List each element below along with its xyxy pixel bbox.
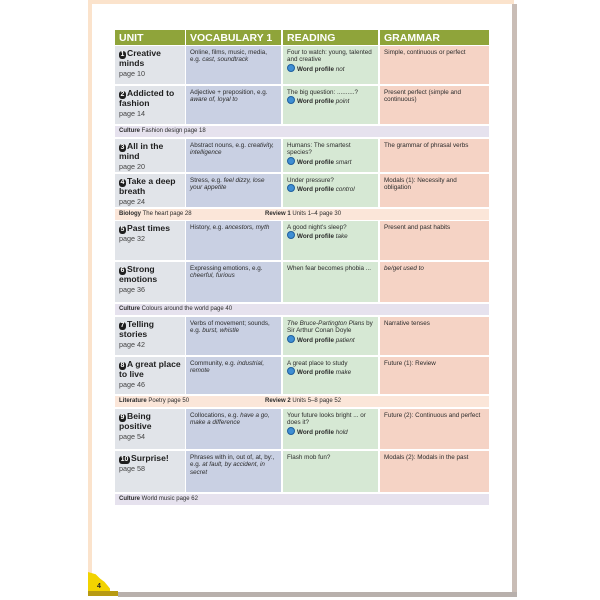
band-text[interactable]: The heart page 28 xyxy=(142,211,192,217)
unit-title-text: Telling stories xyxy=(119,319,155,339)
unit-title-text: A great place to live xyxy=(119,359,181,379)
reading-title-text: A good night's sleep? xyxy=(287,224,347,231)
word-profile-word: hold xyxy=(335,428,348,436)
unit-number-icon: 1 xyxy=(120,51,125,58)
word-profile-label: Word profile xyxy=(297,428,334,436)
word-profile-icon xyxy=(287,427,295,435)
word-profile-label: Word profile xyxy=(297,98,334,106)
corner-bar xyxy=(88,591,118,596)
word-profile-label: Word profile xyxy=(297,233,334,241)
reading-title xyxy=(287,265,374,272)
vocabulary-text: Online, films, music, media, e.g. xyxy=(190,49,267,64)
word-profile-icon xyxy=(287,231,295,239)
unit-number-icon: 9 xyxy=(120,414,125,421)
review-link[interactable] xyxy=(265,396,341,407)
unit-cell xyxy=(115,451,185,492)
unit-number-icon: 4 xyxy=(120,179,125,186)
unit-title-text: Strong emotions xyxy=(119,264,158,284)
unit-page-link[interactable]: page 54 xyxy=(119,431,145,441)
unit-page-link[interactable]: page 46 xyxy=(119,379,145,389)
vocabulary-examples: feel dizzy, lose your appetite xyxy=(190,177,265,192)
vocabulary-cell xyxy=(186,139,281,172)
vocabulary-cell xyxy=(186,317,281,355)
grammar-text: Narrative tenses xyxy=(384,320,430,327)
vocabulary-text: Phrases with in, out of, at, by:, e.g. xyxy=(190,454,275,469)
reading-cell xyxy=(283,221,378,260)
reading-title-text: Under pressure? xyxy=(287,177,334,184)
reading-cell xyxy=(283,262,378,302)
unit-page-link[interactable]: page 10 xyxy=(119,68,145,78)
grammar-cell xyxy=(380,221,489,260)
band-label: Culture xyxy=(119,128,140,134)
reading-title-text: Humans: The smartest species? xyxy=(287,142,351,157)
grammar-text: Present and past habits xyxy=(384,224,451,231)
unit-page-link[interactable]: page 24 xyxy=(119,196,145,206)
vocabulary-cell xyxy=(186,221,281,260)
reading-title xyxy=(287,177,374,184)
word-profile-icon xyxy=(287,96,295,104)
grammar-text: Modals (1): Necessity and obligation xyxy=(384,177,457,192)
band-label: Literature xyxy=(119,398,147,404)
vocabulary-examples: cheerful, furious xyxy=(190,272,235,280)
review-link[interactable] xyxy=(265,209,341,220)
vocabulary-examples: aware of, loyal to xyxy=(190,96,238,104)
word-profile-icon xyxy=(287,184,295,192)
reading-title-italic: The Bruce-Partington Plans xyxy=(287,320,365,327)
unit-title-text: Being positive xyxy=(119,411,152,431)
band-label: Biology xyxy=(119,211,141,217)
unit-page-link[interactable]: page 58 xyxy=(119,464,145,473)
word-profile-icon xyxy=(287,157,295,165)
reading-title-text: A great place to study xyxy=(287,360,348,367)
vocabulary-examples: have a go, make a difference xyxy=(190,412,270,427)
word-profile-label: Word profile xyxy=(297,186,334,194)
unit-cell xyxy=(115,221,185,260)
grammar-text: be/get used to xyxy=(384,265,424,272)
vocabulary-cell xyxy=(186,46,281,84)
word-profile xyxy=(287,96,374,105)
section-band xyxy=(115,396,489,407)
word-profile-label: Word profile xyxy=(297,158,334,166)
reading-title-text: Your future looks bright ... or does it? xyxy=(287,412,366,427)
review-label: Review 1 xyxy=(265,211,291,217)
grammar-cell xyxy=(380,317,489,355)
grammar-text: Simple, continuous or perfect xyxy=(384,49,466,56)
section-band xyxy=(115,304,489,315)
word-profile xyxy=(287,157,374,166)
grammar-cell xyxy=(380,357,489,394)
section-band xyxy=(115,209,489,220)
word-profile-word: patient xyxy=(335,336,355,344)
vocabulary-cell xyxy=(186,174,281,207)
header-reading: READING xyxy=(283,30,378,45)
reading-title-text: The big question: ..........? xyxy=(287,89,359,96)
vocabulary-cell xyxy=(186,86,281,124)
vocabulary-examples: at fault, by accident, in secret xyxy=(190,461,265,476)
section-band xyxy=(115,494,489,505)
word-profile xyxy=(287,184,374,193)
vocabulary-examples: burst, whistle xyxy=(202,327,240,335)
word-profile-word: take xyxy=(335,233,348,241)
unit-number-icon: 10 xyxy=(120,456,129,463)
vocabulary-cell xyxy=(186,451,281,492)
reading-title xyxy=(287,320,374,335)
word-profile-word: make xyxy=(335,369,352,377)
reading-title xyxy=(287,49,374,64)
reading-cell xyxy=(283,86,378,124)
unit-cell xyxy=(115,46,185,84)
page-corner-decoration xyxy=(88,572,118,596)
vocabulary-examples: cast, soundtrack xyxy=(202,56,249,64)
unit-page-link[interactable]: page 36 xyxy=(119,284,145,294)
word-profile-icon xyxy=(287,64,295,72)
word-profile-label: Word profile xyxy=(297,336,334,344)
unit-title xyxy=(119,177,181,197)
header-grammar: GRAMMAR xyxy=(380,30,489,45)
reading-title xyxy=(287,360,374,367)
grammar-text: Present perfect (simple and continuous) xyxy=(384,89,461,104)
band-label: Culture xyxy=(119,306,140,312)
page-number: 4 xyxy=(97,583,101,590)
word-profile xyxy=(287,64,374,73)
unit-title xyxy=(119,49,181,69)
unit-title-text: Surprise! xyxy=(131,453,169,463)
review-text: Units 5–8 page 52 xyxy=(292,398,342,404)
vocabulary-text: Collocations, e.g. xyxy=(190,412,241,419)
unit-number-icon: 3 xyxy=(120,144,125,151)
unit-title xyxy=(119,454,181,464)
vocabulary-examples: ancestors, myth xyxy=(224,224,270,231)
grammar-cell xyxy=(380,451,489,492)
unit-cell xyxy=(115,86,185,124)
reading-title-text: Flash mob fun? xyxy=(287,454,331,461)
word-profile xyxy=(287,335,374,344)
unit-cell xyxy=(115,262,185,302)
band-text[interactable]: Fashion design page 18 xyxy=(141,128,206,134)
vocabulary-cell xyxy=(186,357,281,394)
word-profile-label: Word profile xyxy=(297,65,334,73)
unit-cell xyxy=(115,317,185,355)
unit-title xyxy=(119,89,181,109)
word-profile-word: point xyxy=(335,98,350,106)
unit-page-link[interactable]: page 14 xyxy=(119,108,145,118)
review-label: Review 2 xyxy=(265,398,291,404)
band-text[interactable]: Colours around the world page 40 xyxy=(141,306,233,312)
word-profile-word: control xyxy=(335,186,355,194)
page-edge-right xyxy=(512,4,517,596)
vocabulary-examples: industrial, remote xyxy=(190,360,265,375)
vocabulary-cell xyxy=(186,262,281,302)
vocabulary-text: History, e.g. xyxy=(190,224,225,231)
band-text[interactable]: Poetry page 50 xyxy=(148,398,190,404)
reading-title xyxy=(287,454,374,461)
unit-title xyxy=(119,320,181,340)
unit-number-icon: 8 xyxy=(120,362,125,369)
vocabulary-text: Adjective + preposition, e.g. xyxy=(190,89,268,96)
reading-title-text: by Sir Arthur Conan Doyle xyxy=(287,320,373,335)
unit-number-icon: 2 xyxy=(120,91,125,98)
word-profile-word: smart xyxy=(335,158,352,166)
unit-number-icon: 7 xyxy=(120,322,125,329)
reading-cell xyxy=(283,357,378,394)
vocabulary-examples: creativity, intelligence xyxy=(190,142,274,157)
reading-title xyxy=(287,412,374,427)
reading-cell xyxy=(283,174,378,207)
header-unit: UNIT xyxy=(115,30,185,45)
section-band xyxy=(115,126,489,137)
unit-cell xyxy=(115,139,185,172)
unit-title-text: Creative minds xyxy=(119,48,161,68)
unit-title xyxy=(119,142,181,162)
band-label: Culture xyxy=(119,496,140,502)
grammar-text: The grammar of phrasal verbs xyxy=(384,142,469,149)
unit-title xyxy=(119,224,181,234)
unit-title-text: Past times xyxy=(127,223,170,233)
unit-cell xyxy=(115,174,185,207)
reading-cell xyxy=(283,139,378,172)
page-edge-bottom xyxy=(118,592,517,597)
reading-title-text: When fear becomes phobia ... xyxy=(287,265,372,272)
word-profile xyxy=(287,427,374,436)
grammar-cell xyxy=(380,86,489,124)
vocabulary-text: Verbs of movement; sounds, e.g. xyxy=(190,320,270,335)
unit-number-icon: 5 xyxy=(120,226,125,233)
unit-cell xyxy=(115,409,185,449)
unit-number-icon: 6 xyxy=(120,267,125,274)
vocabulary-text: Stress, e.g. xyxy=(190,177,224,184)
reading-title xyxy=(287,89,374,96)
grammar-cell xyxy=(380,174,489,207)
vocabulary-text: Abstract nouns, e.g. xyxy=(190,142,248,149)
reading-title xyxy=(287,142,374,157)
word-profile-label: Word profile xyxy=(297,369,334,377)
unit-title xyxy=(119,412,181,432)
grammar-text: Future (2): Continuous and perfect xyxy=(384,412,481,419)
unit-title xyxy=(119,360,181,380)
word-profile-icon xyxy=(287,367,295,375)
word-profile-icon xyxy=(287,335,295,343)
grammar-text: Modals (2): Modals in the past xyxy=(384,454,469,461)
unit-cell xyxy=(115,357,185,394)
unit-title-text: Take a deep breath xyxy=(119,176,176,196)
reading-title xyxy=(287,224,374,231)
grammar-cell xyxy=(380,262,489,302)
grammar-cell xyxy=(380,409,489,449)
grammar-text: Future (1): Review xyxy=(384,360,436,367)
unit-title-text: Addicted to fashion xyxy=(119,88,175,108)
unit-page-link[interactable]: page 32 xyxy=(119,234,145,243)
unit-title-text: All in the mind xyxy=(119,141,164,161)
vocabulary-text: Expressing emotions, e.g. xyxy=(190,265,263,272)
unit-title xyxy=(119,265,181,285)
reading-cell xyxy=(283,451,378,492)
word-profile xyxy=(287,231,374,240)
reading-cell xyxy=(283,409,378,449)
grammar-cell xyxy=(380,46,489,84)
vocabulary-cell xyxy=(186,409,281,449)
band-text[interactable]: World music page 62 xyxy=(141,496,198,502)
review-text: Units 1–4 page 30 xyxy=(292,211,342,217)
reading-title-text: Four to watch: young, talented and creative xyxy=(287,49,372,64)
header-vocabulary: VOCABULARY 1 xyxy=(186,30,281,45)
word-profile xyxy=(287,367,374,376)
grammar-cell xyxy=(380,139,489,172)
word-profile-word: not xyxy=(335,65,345,73)
vocabulary-text: Community, e.g. xyxy=(190,360,238,367)
reading-cell xyxy=(283,46,378,84)
unit-page-link[interactable]: page 20 xyxy=(119,161,145,171)
unit-page-link[interactable]: page 42 xyxy=(119,339,145,349)
reading-cell xyxy=(283,317,378,355)
